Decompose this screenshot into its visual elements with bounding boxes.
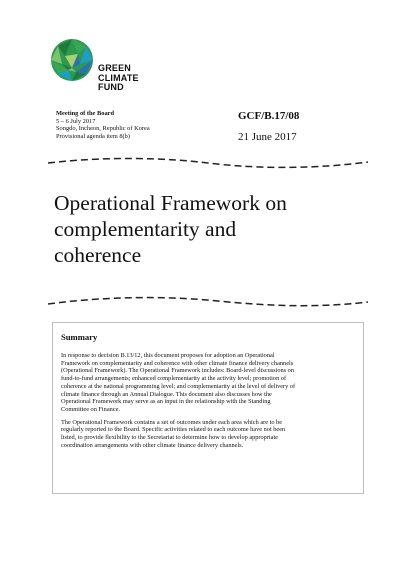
logo-line: FUND (98, 82, 124, 92)
summary-line: coherence at the national programming level; and complementarity at the level of delivery of (61, 382, 296, 390)
logo-line: CLIMATE (98, 72, 139, 83)
summary-line: (Operational Framework). The Operational Framework includes: Board-level discussions on (61, 367, 294, 375)
logo-wordmark (98, 64, 139, 93)
summary-heading: Summary (61, 332, 98, 342)
summary-paragraph-1 (61, 352, 355, 414)
wavy-divider-bottom (48, 295, 368, 309)
meeting-info (56, 110, 150, 140)
summary-line: Framework on complementarity and coherence with other climate finance delivery channels (61, 359, 294, 367)
summary-line: fund-to-fund arrangements; enhanced complementarity at the activity level; promotion of (61, 375, 287, 383)
green-climate-fund-globe-icon (50, 38, 94, 82)
wavy-divider-top (48, 156, 368, 170)
summary-line: Committee on Finance. (61, 405, 120, 413)
title-line: complementarity and (54, 217, 237, 241)
meeting-location: Songdo, Incheon, Republic of Korea (56, 125, 150, 133)
agenda-item: Provisional agenda item 8(b) (56, 132, 131, 140)
summary-box (52, 322, 364, 494)
document-date: 21 June 2017 (238, 131, 297, 143)
summary-line: regularly reported to the Board. Specific activities related to each outcome have not been (61, 426, 286, 434)
summary-line: In response to decision B.13/12, this document proposes for adoption an Operational (61, 352, 275, 359)
document-title (54, 190, 354, 268)
meeting-name: Meeting of the Board (56, 110, 115, 117)
title-line: coherence (54, 243, 142, 267)
summary-line: climate finance through an Annual Dialogue. This document also discusses how the (61, 390, 272, 398)
document-info (238, 110, 299, 143)
summary-line: coordination arrangements with other climate finance delivery channels. (61, 441, 244, 449)
title-line: Operational Framework on (54, 191, 287, 215)
summary-line: The Operational Framework contains a set of outcomes under each area which are to be (61, 418, 282, 426)
logo-line: GREEN (98, 63, 132, 73)
summary-paragraph-2 (61, 419, 355, 450)
summary-line: listed, to provide flexibility to the Secretariat to determine how to develop appropriate (61, 434, 279, 442)
summary-line: Operational Framework may serve as an input in the relationship with the Standing (61, 398, 271, 406)
document-number: GCF/B.17/08 (238, 110, 300, 122)
meeting-dates: 5 – 6 July 2017 (56, 117, 96, 125)
